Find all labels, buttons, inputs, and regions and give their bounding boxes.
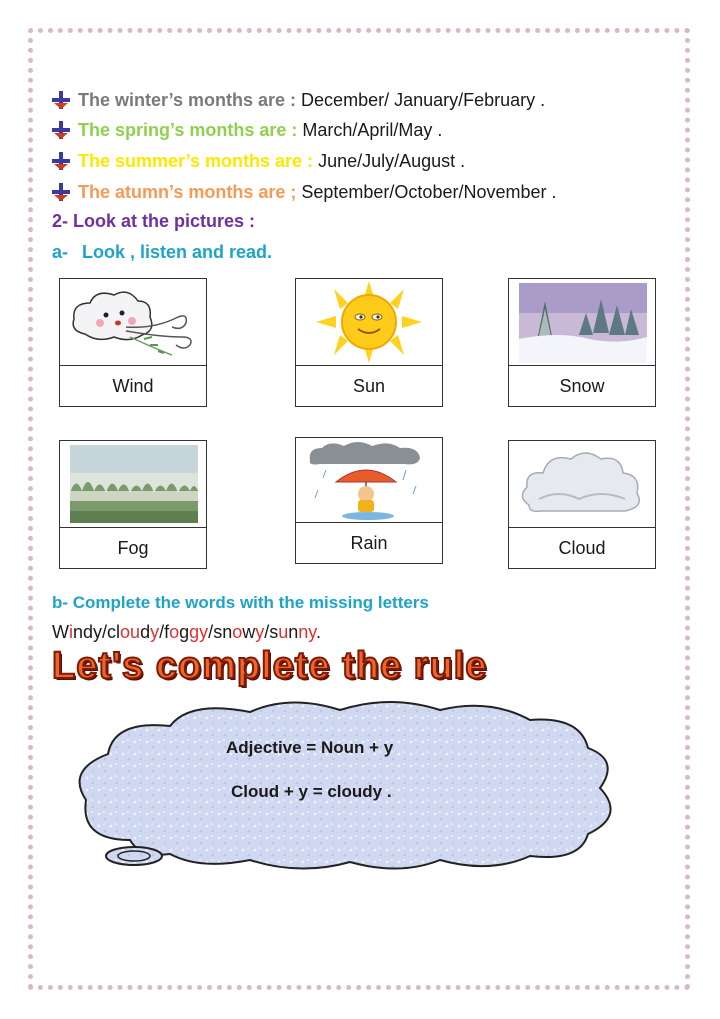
- word-sunny: sunny: [269, 622, 316, 642]
- caption-fog: Fog: [117, 538, 149, 558]
- word-windy: Windy: [52, 622, 103, 642]
- word-cloudy: cloudy: [107, 622, 160, 642]
- picture-card-rain: [295, 437, 443, 564]
- picture-card-wind: [59, 278, 207, 407]
- part-a-title: Look , listen and read.: [82, 242, 273, 262]
- arrow-bullet-icon: [52, 117, 78, 143]
- caption-wind: Wind: [112, 376, 154, 396]
- picture-card-sun: [295, 278, 443, 407]
- word-snowy: snowy: [213, 622, 265, 642]
- fog-landscape-icon: [60, 441, 206, 528]
- wind-cloud-icon: [60, 279, 206, 366]
- summer-value: June/July/August .: [313, 151, 466, 171]
- picture-card-snow: [508, 278, 656, 407]
- caption-rain: Rain: [350, 533, 388, 553]
- summer-line: [52, 148, 465, 174]
- autumn-value: September/October/November .: [296, 182, 557, 202]
- picture-card-cloud: [508, 440, 656, 569]
- rule-line-2: Cloud + y = cloudy .: [231, 782, 392, 801]
- missing-letters-words: Windy/cloudy/foggy/snowy/sunny.: [52, 622, 321, 642]
- spring-line: [52, 117, 442, 143]
- section-2-heading: 2- Look at the pictures :: [52, 211, 256, 231]
- spring-label: The spring’s months are :: [78, 120, 298, 140]
- cloud-icon: [509, 441, 655, 528]
- arrow-bullet-icon: [52, 179, 78, 205]
- caption-cloud: Cloud: [558, 538, 606, 558]
- part-a-letter: a-: [52, 242, 69, 262]
- word-foggy: foggy: [164, 622, 209, 642]
- sun-icon: [296, 279, 442, 366]
- snow-landscape-icon: [509, 279, 655, 366]
- arrow-bullet-icon: [52, 87, 78, 113]
- autumn-label: The atumn’s months are ;: [78, 182, 297, 202]
- caption-snow: Snow: [559, 376, 605, 396]
- winter-value: December/ January/February .: [296, 90, 546, 110]
- part-b-heading: b- Complete the words with the missing letters: [52, 593, 429, 612]
- picture-card-fog: [59, 440, 207, 569]
- rule-title: Let's complete the rule: [52, 645, 488, 687]
- spring-value: March/April/May .: [297, 120, 443, 140]
- summer-label: The summer’s months are :: [78, 151, 314, 171]
- arrow-bullet-icon: [52, 148, 78, 174]
- rain-umbrella-icon: [296, 438, 442, 523]
- rule-line-1: Adjective = Noun + y: [226, 738, 394, 757]
- caption-sun: Sun: [352, 376, 386, 396]
- winter-label: The winter’s months are :: [78, 90, 297, 110]
- rule-cloud: [60, 690, 660, 880]
- winter-line: [52, 87, 545, 113]
- part-a-heading: [52, 242, 272, 263]
- autumn-line: [52, 179, 557, 205]
